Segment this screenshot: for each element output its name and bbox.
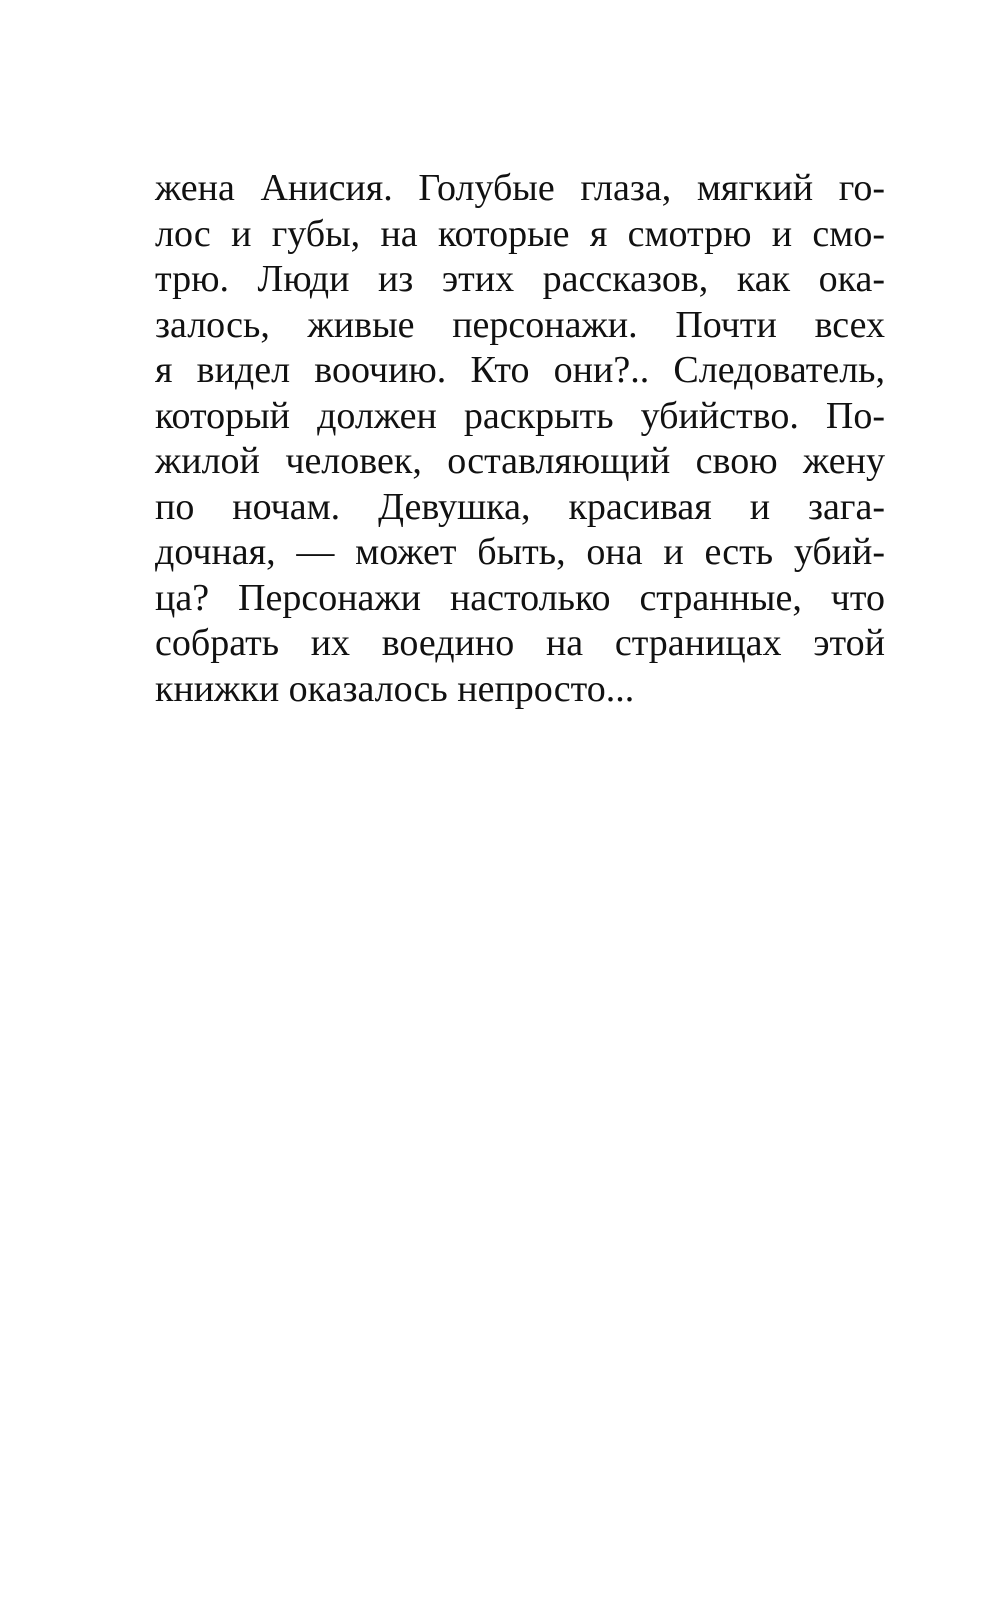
- text-line: по ночам. Девушка, красивая и зага-: [155, 485, 885, 528]
- text-line: жена Анисия. Голубые глаза, мягкий го-: [155, 167, 885, 209]
- text-line: книжки оказалось непросто...: [155, 667, 635, 710]
- text-line: жилой человек, оставляющий свою жену: [155, 440, 885, 482]
- text-line: я видел воочию. Кто они?.. Следователь,: [155, 349, 885, 391]
- text-line: ца? Персонажи настолько странные, что: [155, 576, 885, 619]
- text-line: собрать их воедино на страницах этой: [155, 622, 885, 664]
- text-line: трю. Люди из этих рассказов, как ока-: [155, 258, 885, 300]
- text-line: дочная, — может быть, она и есть убий-: [155, 531, 885, 573]
- body-text: [155, 166, 885, 712]
- text-line: который должен раскрыть убийство. По-: [155, 394, 885, 437]
- text-line: залось, живые персонажи. Почти всех: [155, 303, 885, 346]
- text-line: лос и губы, на которые я смотрю и смо-: [155, 212, 885, 255]
